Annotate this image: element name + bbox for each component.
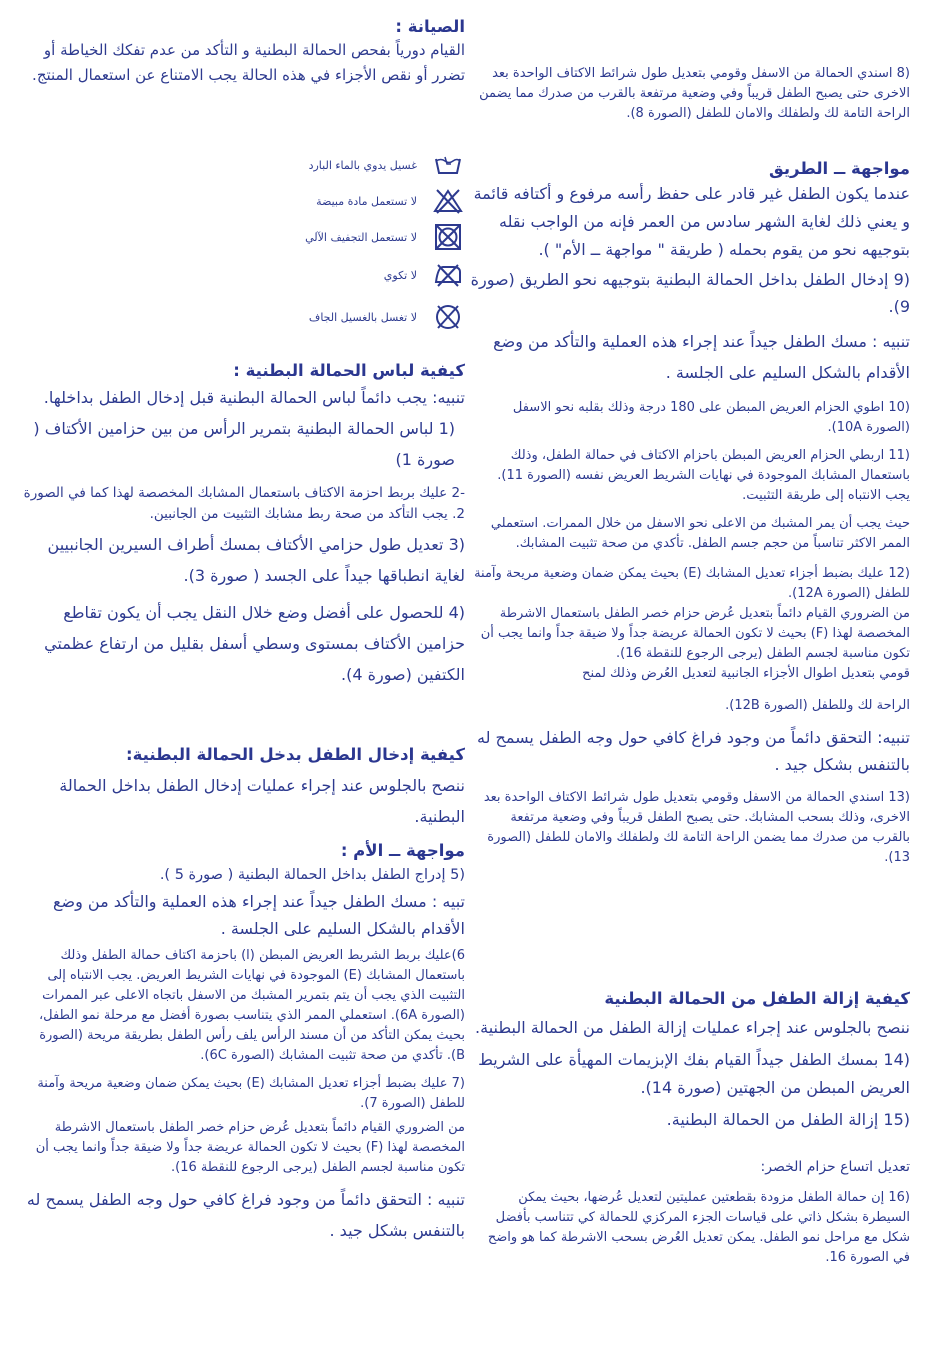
hand-wash-icon [431,150,465,180]
warning-9: تنبيه : مسك الطفل جيداً عند إجراء هذه العملية والتأكد من وضع الأقدام بالشكل السليم على الجلسة . [493,332,910,382]
wearing-title: كيفية لباس الحمالة البطنية : [233,361,465,380]
inserting-warning-7: تنبيه : التحقق دائماً من وجود فراغ كافي حول وجه الطفل يسمح له بالتنفس بشكل جيد . [26,1190,465,1240]
wearing-step-2: -2 عليك بربط احزمة الاكتاف باستعمال المشابك المخصصة لهذا كما في الصورة 2. يجب التأكد من صحة ربط مشابك التثبيت من الجانبين. [23,485,465,522]
care-row-no-dry-clean [275,302,465,332]
inserting-title: كيفية إدخال الطفل بدخل الحمالة البطنية: [125,745,465,764]
inserting-step-7b: من الضروري القيام دائماً بتعديل عُرض حزام خصر الطفل باستعمال الاشرطة المخصصة لهذا (F) بحيث لا تكون الحمالة عريضة جداً ولا ضيقة جداً وانما يجب أن تكون مناسبة لجسم الطفل (يرجى الرجوع للنقطة 16). [35,1120,465,1175]
care-label: لا تكوي [383,268,417,282]
step-14: (14 بمسك الطفل جيداً القيام بفك الإبزيمات المهيأة على الشريط العريض المبطن من الجهتين (صورة 14). [478,1050,910,1097]
care-row-no-bleach [275,186,465,216]
inserting-step-6: 6)عليك بربط الشريط العريض المبطن (ا) باحزمة اكتاف حمالة الطفل وذلك باستعمال المشابك (E) الموجودة في نهايات الشريط العريض. يجب الانتباه إلى التثبيت الذي يجب أن يتم بتمرير المشبك من الاسفل باتجاه الاعلى عبر الممرات (الصورة 6A). استعملي الممر الذي يتناسب بصورة أفضل مع مرحلة نمو الطفل، بحيث يمكن التأكد من أن مسند الرأس يلف رأس الطفل بطريقة مريحة (الصورة B). تأكدي من صحة تثبيت المشابك (الصورة 6C). [38,948,465,1063]
inserting-step-5: (5 إدراج الطفل بداخل الحمالة البطنية ( صورة 5 ). [159,867,465,883]
removing-intro: ننصح بالجلوس عند إجراء عمليات إزالة الطفل من الحمالة البطنية. [475,1018,910,1037]
inserting-section [20,744,465,1246]
wearing-section [20,360,465,690]
waist-title: تعديل اتساع حزام الخصر: [760,1159,910,1175]
care-row-no-tumble-dry [275,222,465,252]
removing-section [470,988,910,1268]
no-iron-icon [431,260,465,290]
step-8: (8 اسندي الحمالة من الاسفل وقومي بتعديل طول شرائط الاكتاف الواحدة بعد الاخرى حتى يصبح الطفل قريباً وفي وضعية مرتفعة بالقرب من صدرك مما يضمن الراحة التامة لك ولطفلك والامان للطفل (الصورة 8). [479,66,910,121]
step-8-block [470,64,910,124]
step-11: (11 اربطي الحزام العريض المبطن باحزام الاكتاف في حمالة الطفل، وذلك باستعمال المشابك الموجودة في نهايات الشريط العريض نفسه (الصورة 11). يجب الانتباه إلى طريقة التثبيت. [497,448,910,503]
care-row-hand-wash [275,150,465,180]
step-11b: حيث يجب أن يمر المشبك من الاعلى نحو الاسفل من خلال الممرات. استعملي الممر الاكثر تناسباً من حجم جسم الطفل. تأكدي من صحة تثبيت المشابك. [490,516,910,551]
care-label: لا تستعمل التجفيف الآلي [305,230,417,244]
no-tumble-dry-icon [431,222,465,252]
step-13: (13 اسندي الحمالة من الاسفل وقومي بتعديل طول شرائط الاكتاف الواحدة بعد الاخرى، وذلك بسحب المشابك. حتى يصبح الطفل قريباً وفي وضعية مرتفعة بالقرب من صدرك مما يضمن الراحة التامة لك ولطفلك والامان للطفل (الصورة 13). [483,790,910,865]
inserting-intro: ننصح بالجلوس عند إجراء عمليات إدخال الطفل بداخل الحمالة البطنية. [59,776,465,826]
facing-road-title: مواجهة ــ الطريق [768,159,910,178]
inserting-step-7: (7 عليك بضبط أجزاء تعديل المشابك (E) بحيث يمكن ضمان وضعية مريحة وآمنة للطفل (الصورة 7). [37,1076,465,1111]
no-dry-clean-icon [431,302,465,332]
maintenance-title: الصيانة : [395,17,465,36]
step-12d: الراحة لك وللطفل (الصورة 12B). [725,698,910,713]
step-12: (12 عليك بضبط أجزاء تعديل المشابك (E) بحيث يمكن ضمان وضعية مريحة وآمنة للطفل (الصورة 12A). [474,566,910,601]
wearing-note: تنبيه: يجب دائماً لباس الحمالة البطنية قبل إدخال الطفل بداخلها. [43,388,465,407]
warning-12: تنبيه: التحقق دائماً من وجود فراغ كافي حول وجه الطفل يسمح له بالتنفس بشكل جيد . [476,728,910,774]
care-label: لا تستعمل مادة مبيضة [316,194,417,208]
wearing-step-3: (3 تعديل طول حزامي الأكتاف بمسك أطراف السيرين الجانبيين لغاية انطباقها جيداً على الجسد ( صورة 3). [47,535,465,585]
care-label: غسيل يدوي بالماء البارد [308,158,417,172]
step-12c: قومي بتعديل اطوال الأجزاء الجانبية لتعديل العُرض وذلك لمنح [582,666,910,681]
maintenance-section [20,16,465,88]
wearing-step-1: (1 لباس الحمالة البطنية بتمرير الرأس من بين حزامين الأكتاف ( صورة 1) [33,419,455,469]
maintenance-text: القيام دورياً بفحص الحمالة البطنية و التأكد من عدم تفكك الخياطة أو تضرر أو نقص الأجزاء في هذه الحالة يجب الامتناع عن استعمال المنتج. [32,41,465,84]
facing-mother-title: مواجهة ــ الأم : [340,841,465,860]
no-bleach-icon [431,186,465,216]
step-12b: من الضروري القيام دائماً بتعديل عُرض حزام خصر الطفل باستعمال الاشرطة المخصصة لهذا (F) بحيث لا تكون الحمالة عريضة جداً ولا ضيقة جداً وانما يجب أن تكون مناسبة لجسم الطفل (يرجى الرجوع للنقطة 16). [480,606,910,661]
inserting-warning-5: تبيه : مسك الطفل جيداً عند إجراء هذه العملية والتأكد من وضع الأقدام بالشكل السليم على الجلسة . [52,892,465,938]
step-16: (16 إن حمالة الطفل مزودة بقطعتين عمليتين لتعديل عُرضها، بحيث يمكن السيطرة بشكل ذاتي على قياسات الجزء المركزي للحمالة كي تتناسب بأفضل شكل مع مراحل نمو الطفل. يمكن تعديل العُرض بسحب الاشرطة كما هو واضح في الصورة 16. [487,1190,910,1265]
step-9: (9 إدخال الطفل بداخل الحمالة البطنية بتوجيهه نحو الطريق (صورة 9). [470,270,910,316]
step-10: (10 اطوي الحزام العريض المبطن على 180 درجة وذلك بقلبه نحو الاسفل (الصورة 10A). [512,400,910,435]
care-row-no-iron [275,260,465,290]
facing-road-section [470,158,910,868]
road-intro: عندما يكون الطفل غير قادر على حفظ رأسه مرفوع و أكتافه قائمة و يعني ذلك لغاية الشهر سادس من العمر فإنه من الواجب نقله بتوجيهه نحو من يقوم بحمله ( طريقة " مواجهة ــ الأم" ). [473,184,910,259]
care-label: لا تغسل بالغسيل الجاف [308,310,417,324]
wearing-step-4: (4 للحصول على أفضل وضع خلال النقل يجب أن يكون تقاطع حزامين الأكتاف بمستوى وسطي أسفل بقليل من ارتفاع عظمتي الكتفين (صورة 4). [44,603,465,684]
removing-title: كيفية إزالة الطفل من الحمالة البطنية [604,989,910,1008]
step-15: (15 إزالة الطفل من الحمالة البطنية. [666,1110,910,1129]
